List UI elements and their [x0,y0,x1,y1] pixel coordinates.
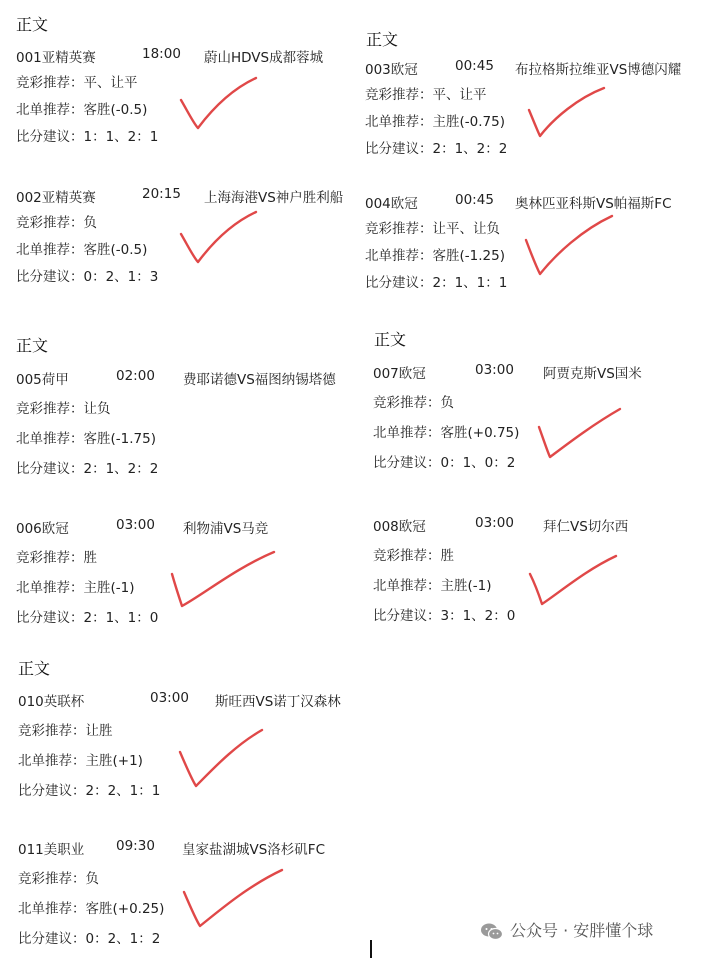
check-mark-icon [176,208,260,268]
beidan-pick: 北单推荐：客胜(-1.75) [16,431,156,447]
check-mark-icon [534,405,624,465]
account-name: 公众号 · 安胖懂个球 [510,921,654,940]
jingcai-pick: 竞彩推荐：让胜 [18,723,113,739]
match-time: 18:00 [142,46,181,62]
score-suggestion: 比分建议：0：1、0：2 [373,455,516,471]
match-header [16,186,356,208]
score-suggestion: 比分建议：0：2、1：2 [18,931,161,947]
check-mark-icon [176,74,260,134]
beidan-pick: 北单推荐：主胜(-1) [16,580,135,596]
section-title: 正文 [374,330,407,349]
match-time: 00:45 [455,192,494,208]
score-suggestion: 比分建议：2：1、1：0 [16,610,159,626]
score-suggestion: 比分建议：0：2、1：3 [16,269,159,285]
beidan-pick: 北单推荐：客胜(-0.5) [16,242,148,258]
match-teams: 皇家盐湖城VS洛杉矶FC [182,842,325,858]
check-mark-icon [524,84,608,144]
match-id: 011美职业 [18,842,85,858]
beidan-pick: 北单推荐：客胜(+0.75) [373,425,520,441]
jingcai-pick: 竞彩推荐：负 [16,215,97,231]
match-id: 002亚精英赛 [16,190,96,206]
match-time: 03:00 [150,690,189,706]
jingcai-pick: 竞彩推荐：让负 [16,401,111,417]
jingcai-pick: 竞彩推荐：平、让平 [16,75,138,91]
match-teams: 斯旺西VS诺丁汉森林 [215,694,341,710]
match-teams: 布拉格斯拉维亚VS博德闪耀 [515,62,682,78]
match-teams: 上海海港VS神户胜利船 [204,190,344,206]
score-suggestion: 比分建议：2：1、2：2 [16,461,159,477]
match-id: 006欧冠 [16,521,69,537]
match-teams: 奥林匹亚科斯VS帕福斯FC [515,196,672,212]
match-header [18,690,363,712]
match-teams: 拜仁VS切尔西 [543,519,629,535]
match-header [365,58,705,80]
beidan-pick: 北单推荐：客胜(-0.5) [16,102,148,118]
match-id: 008欧冠 [373,519,426,535]
score-suggestion: 比分建议：2：1、2：2 [365,141,508,157]
jingcai-pick: 竞彩推荐：平、让平 [365,87,487,103]
match-time: 00:45 [455,58,494,74]
match-id: 003欧冠 [365,62,418,78]
match-header [16,517,356,539]
match-time: 03:00 [116,517,155,533]
match-time: 02:00 [116,368,155,384]
score-suggestion: 比分建议：1：1、2：1 [16,129,159,145]
match-id: 004欧冠 [365,196,418,212]
beidan-pick: 北单推荐：主胜(-1) [373,578,492,594]
wechat-icon [480,922,504,942]
account-watermark [480,918,653,942]
match-header [373,362,703,384]
beidan-pick: 北单推荐：主胜(-0.75) [365,114,505,130]
beidan-pick: 北单推荐：客胜(-1.25) [365,248,505,264]
score-suggestion: 比分建议：3：1、2：0 [373,608,516,624]
check-mark-icon [166,548,278,612]
jingcai-pick: 竞彩推荐：负 [18,871,99,887]
match-time: 09:30 [116,838,155,854]
check-mark-icon [178,866,286,932]
section-title: 正文 [16,336,49,355]
check-mark-icon [524,552,620,610]
match-teams: 费耶诺德VS福图纳锡塔德 [183,372,336,388]
section-title: 正文 [16,15,49,34]
match-header [16,368,361,390]
match-id: 001亚精英赛 [16,50,96,66]
jingcai-pick: 竞彩推荐：让平、让负 [365,221,500,237]
match-time: 03:00 [475,515,514,531]
match-card [16,368,361,488]
match-teams: 蔚山HDVS成都蓉城 [204,50,324,66]
match-header [16,46,356,68]
match-header [18,838,363,860]
score-suggestion: 比分建议：2：1、1：1 [365,275,508,291]
beidan-pick: 北单推荐：主胜(+1) [18,753,143,769]
jingcai-pick: 竞彩推荐：胜 [16,550,97,566]
match-id: 010英联杯 [18,694,85,710]
section-title: 正文 [18,659,51,678]
match-teams: 阿贾克斯VS国米 [543,366,642,382]
match-teams: 利物浦VS马竞 [183,521,269,537]
match-id: 007欧冠 [373,366,426,382]
section-title: 正文 [366,30,399,49]
score-suggestion: 比分建议：2：2、1：1 [18,783,161,799]
jingcai-pick: 竞彩推荐：负 [373,395,454,411]
text-cursor [370,940,372,958]
match-header [373,515,703,537]
match-time: 03:00 [475,362,514,378]
check-mark-icon [174,726,266,792]
match-header [365,192,705,214]
match-id: 005荷甲 [16,372,69,388]
check-mark-icon [520,212,616,280]
match-time: 20:15 [142,186,181,202]
jingcai-pick: 竞彩推荐：胜 [373,548,454,564]
beidan-pick: 北单推荐：客胜(+0.25) [18,901,165,917]
